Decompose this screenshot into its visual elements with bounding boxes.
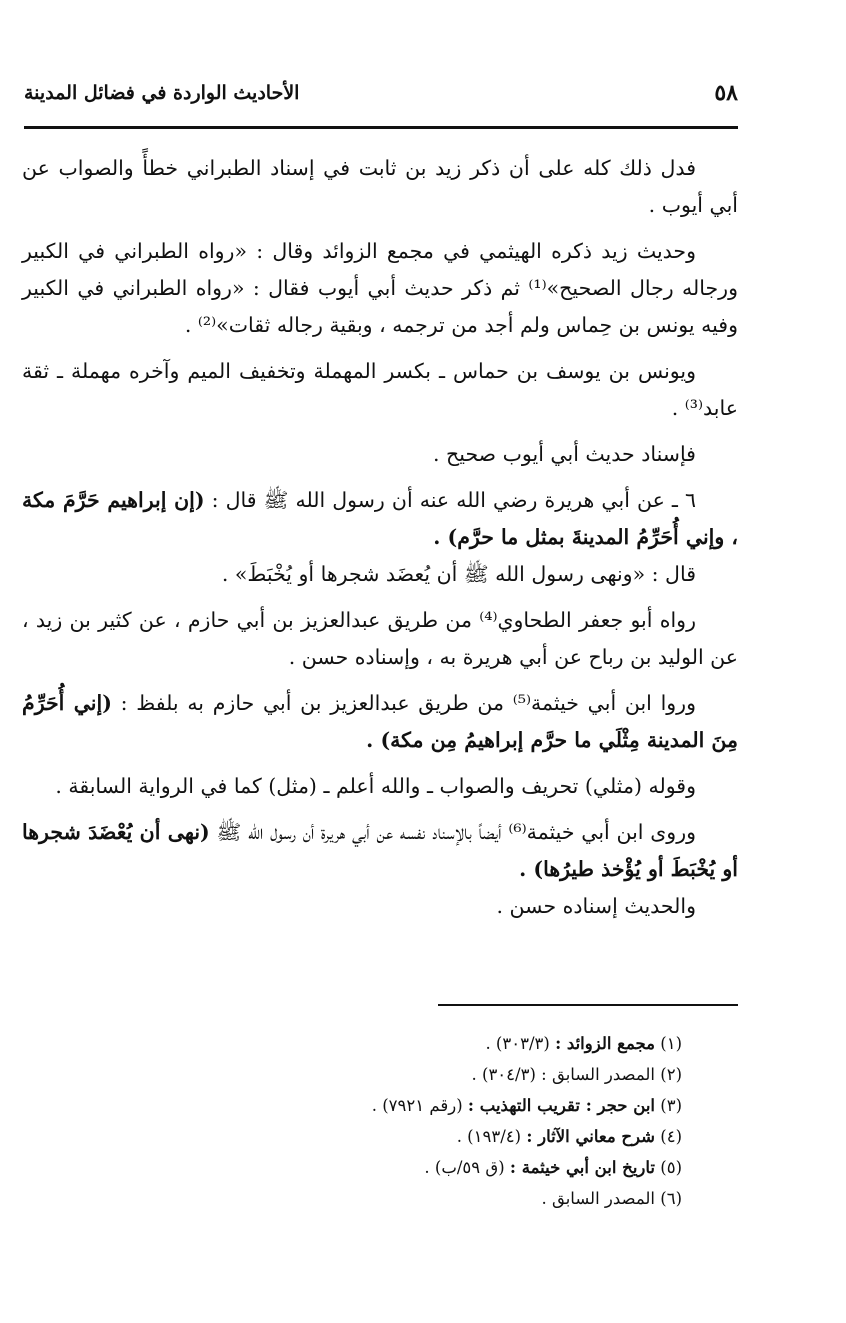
paragraph-10	[22, 814, 738, 888]
paragraph-7: رواه أبو جعفر الطحاوي⁽⁴⁾ من طريق عبدالعزيز بن أبي حازم ، عن كثير بن زيد ، عن الوليد بن رباح عن أبي هريرة به ، وإسناده حسن .	[22, 608, 738, 669]
footnote-source: مجمع الزوائد :	[555, 1034, 655, 1053]
body-text	[22, 150, 738, 934]
page-header	[24, 78, 738, 118]
footnote-source: تاريخ ابن أبي خيثمة :	[509, 1158, 655, 1177]
footnote-source: شرح معاني الآثار :	[526, 1127, 655, 1146]
paragraph-2: وحديث زيد ذكره الهيثمي في مجمع الزوائد وقال : «رواه الطبراني في الكبير ورجاله رجال الصحيح»⁽¹⁾ ثم ذكر حديث أبي أيوب فقال : «رواه الطبراني في الكبير وفيه يونس بن حِماس ولم أجد من ترجمه ، وبقية رجاله ثقات»⁽²⁾ .	[22, 239, 738, 337]
footnote-ref: (رقم ٧٩٢١) .	[371, 1096, 463, 1115]
footnote-ref: (ق ٥٩/ب) .	[424, 1158, 505, 1177]
footnote-number: (٢)	[660, 1065, 682, 1084]
footnote-5	[202, 1152, 682, 1183]
footnote-number: (٣)	[660, 1096, 682, 1115]
hadith-6-intro: ٦ ـ عن أبي هريرة رضي الله عنه أن رسول الله ﷺ قال :	[211, 488, 696, 512]
footnote-1	[202, 1028, 682, 1059]
paragraph-9: وقوله (مثلي) تحريف والصواب ـ والله أعلم ـ (مثل) كما في الرواية السابقة .	[55, 774, 696, 798]
footnote-source: المصدر السابق :	[541, 1065, 655, 1084]
paragraph-3: ويونس بن يوسف بن حماس ـ بكسر المهملة وتخفيف الميم وآخره مهملة ـ ثقة عابد⁽³⁾ .	[22, 359, 738, 420]
paragraph-4: فإسناد حديث أبي أيوب صحيح .	[433, 442, 696, 466]
paragraph-10-hadith: (نهى أن يُعْضَدَ شجرها أو يُخْبَطَ أو يُؤْخذ طيرُها) .	[22, 820, 738, 881]
footnote-ref: (٣٠٣/٣) .	[485, 1034, 550, 1053]
footnote-number: (١)	[660, 1034, 682, 1053]
header-rule	[24, 126, 738, 129]
hadith-6-text: (إن إبراهيم حَرَّمَ مكة ، وإني أُحَرِّمُ المدينةَ بمثل ما حرَّم) .	[22, 488, 738, 549]
paragraph-6: قال : «ونهى رسول الله ﷺ أن يُعضَد شجرها أو يُخْبَطَ» .	[221, 562, 696, 586]
paragraph-1: فدل ذلك كله على أن ذكر زيد بن ثابت في إسناد الطبراني خطأً والصواب عن أبي أيوب .	[22, 156, 738, 217]
footnote-4	[202, 1121, 682, 1152]
paragraph-hadith-6	[22, 482, 738, 556]
running-title: الأحاديث الواردة في فضائل المدينة	[24, 82, 300, 104]
paragraph-8-intro: وروا ابن أبي خيثمة⁽⁵⁾ من طريق عبدالعزيز بن أبي حازم به بلفظ :	[120, 691, 696, 715]
paragraph-8	[22, 685, 738, 759]
paragraph-10-intro: وروى ابن أبي خيثمة⁽⁶⁾ أيضاً بالإسناد نفسه عن أبي هريرة أن رسول الله ﷺ	[216, 820, 696, 844]
paragraph-8-hadith: (إني أُحَرِّمُ مِنَ المدينة مِثْلَي ما حرَّم إبراهيمُ مِن مكة) .	[22, 691, 738, 752]
footnote-number: (٦)	[660, 1189, 682, 1208]
footnote-ref: (١٩٣/٤) .	[456, 1127, 522, 1146]
page-number: ٥٨	[714, 80, 738, 106]
footnote-ref: (٣٠٤/٣) .	[471, 1065, 536, 1084]
footnote-source: المصدر السابق .	[541, 1189, 655, 1208]
footnote-number: (٥)	[660, 1158, 682, 1177]
footnote-rule	[438, 1004, 738, 1006]
footnote-3	[202, 1090, 682, 1121]
footnote-source: ابن حجر : تقريب التهذيب :	[467, 1096, 655, 1115]
paragraph-11: والحديث إسناده حسن .	[496, 894, 696, 918]
footnote-number: (٤)	[660, 1127, 682, 1146]
footnotes	[202, 1028, 682, 1214]
footnote-2	[202, 1059, 682, 1090]
footnote-6	[202, 1183, 682, 1214]
